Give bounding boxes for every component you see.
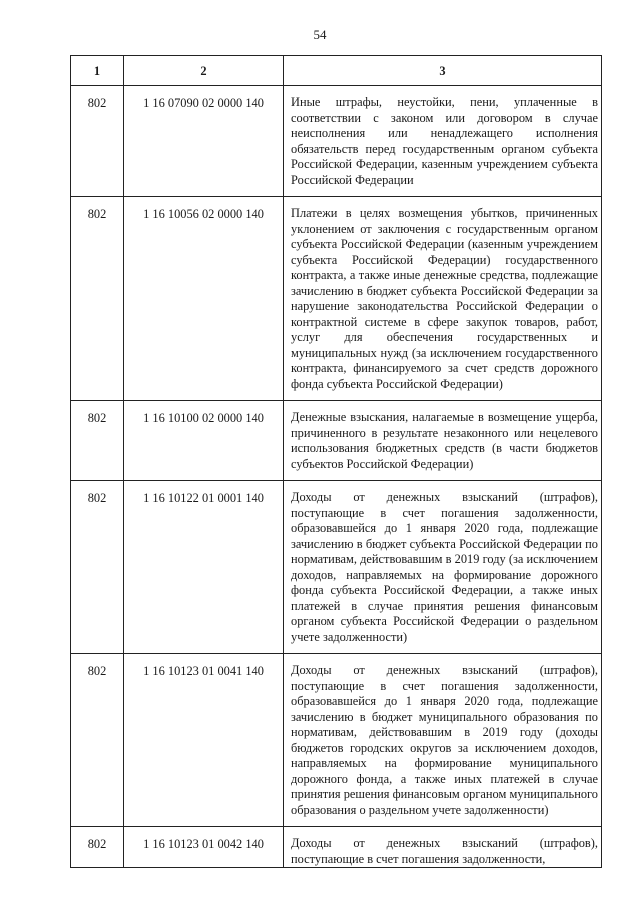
budget-classification-code-cell: 1 16 10056 02 0000 140 [124,197,284,401]
page-number: 54 [313,27,327,42]
column-header-1: 1 [71,56,124,86]
admin-code-cell: 802 [71,86,124,197]
table-row [71,197,602,401]
table-header-row [71,56,602,86]
admin-code-cell: 802 [71,827,124,868]
table-row [71,86,602,197]
revenue-description-cell: Доходы от денежных взысканий (штрафов), поступающие в счет погашения задолженности, образовавшейся до 1 января 2020 года, подлежащие зачислению в бюджет муниципального образования по нормативам, действовавшим в 2019 году (доходы бюджетов городских округов за исключением доходов, направляемых на формирование муниципального дорожного фонда, а также иных платежей в случае принятия решения финансовым органом муниципального образования о раздельном учете задолженности) [284,654,602,827]
budget-codes-table [70,55,602,868]
revenue-description-cell: Доходы от денежных взысканий (штрафов), поступающие в счет погашения задолженности, образовавшейся до 1 января 2020 года, подлежащие зачислению в бюджет субъекта Российской Федерации по нормативам, действовавшим в 2019 году (за исключением доходов, направляемых на формирование дорожного фонда субъекта Российской Федерации, а также иных платежей в случае принятия решения финансовым органом субъекта Российской Федерации о раздельном учете задолженности) [284,481,602,654]
budget-classification-code-cell: 1 16 10122 01 0001 140 [124,481,284,654]
table-row [71,827,602,868]
column-header-3: 3 [284,56,602,86]
budget-classification-code-cell: 1 16 10100 02 0000 140 [124,401,284,481]
revenue-description-cell: Платежи в целях возмещения убытков, причиненных уклонением от заключения с государственным органом субъекта Российской Федерации (казенным учреждением субъекта Российской Федерации) государственного контракта, а также иные денежные средства, подлежащие зачислению в бюджет субъекта Российской Федерации за нарушение законодательства Российской Федерации о контрактной системе в сфере закупок товаров, работ, услуг для обеспечения государственных и муниципальных нужд (за исключением государственного контракта, финансируемого за счет средств дорожного фонда субъекта Российской Федерации) [284,197,602,401]
column-header-2: 2 [124,56,284,86]
table-row [71,481,602,654]
admin-code-cell: 802 [71,481,124,654]
admin-code-cell: 802 [71,654,124,827]
budget-classification-code-cell: 1 16 07090 02 0000 140 [124,86,284,197]
admin-code-cell: 802 [71,197,124,401]
revenue-description-cell: Денежные взыскания, налагаемые в возмещение ущерба, причиненного в результате незаконного или нецелевого использования бюджетных средств (в части бюджетов субъектов Российской Федерации) [284,401,602,481]
budget-classification-code-cell: 1 16 10123 01 0041 140 [124,654,284,827]
table-row [71,401,602,481]
admin-code-cell: 802 [71,401,124,481]
table-row [71,654,602,827]
revenue-description-cell: Доходы от денежных взысканий (штрафов), поступающие в счет погашения задолженности, [284,827,602,868]
revenue-description-cell: Иные штрафы, неустойки, пени, уплаченные в соответствии с законом или договором в случае неисполнения или ненадлежащего исполнения обязательств перед государственным органом субъекта Российской Федерации, казенным учреждением субъекта Российской Федерации [284,86,602,197]
budget-classification-code-cell: 1 16 10123 01 0042 140 [124,827,284,868]
